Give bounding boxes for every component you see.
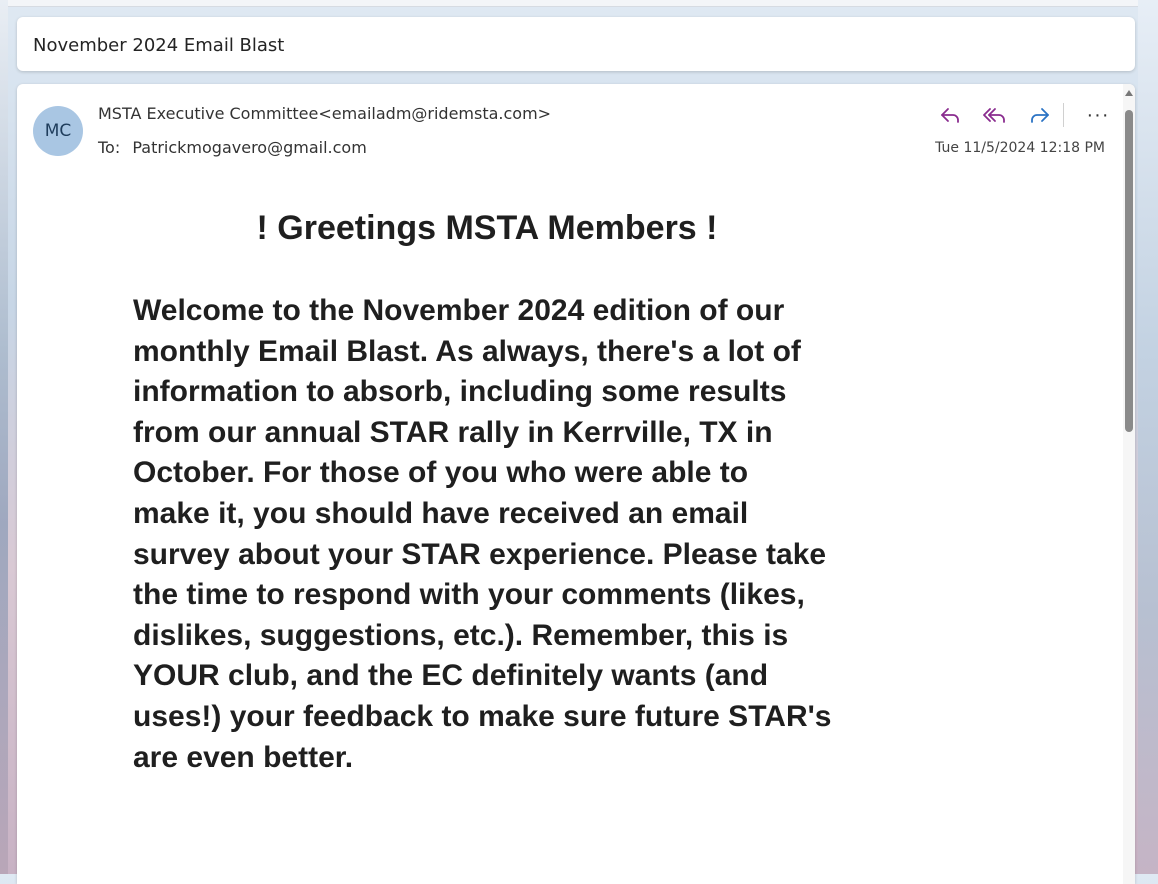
sender-avatar[interactable]: MC <box>33 106 83 156</box>
forward-icon <box>1029 106 1051 124</box>
message-actions <box>920 100 1113 130</box>
desktop-background-right <box>1138 0 1158 874</box>
reply-button[interactable] <box>935 100 965 130</box>
reply-all-button[interactable] <box>980 100 1010 130</box>
scrollbar-thumb[interactable] <box>1125 110 1133 432</box>
forward-button[interactable] <box>1025 100 1055 130</box>
message-reading-pane <box>17 84 1135 884</box>
reply-icon <box>939 106 961 124</box>
scroll-up-arrow-icon[interactable] <box>1125 90 1133 96</box>
vertical-scrollbar[interactable] <box>1123 84 1135 884</box>
recipient-address[interactable]: Patrickmogavero@gmail.com <box>132 138 367 157</box>
window-top-strip <box>0 0 1158 7</box>
to-label: To: <box>98 138 121 157</box>
email-subject: November 2024 Email Blast <box>33 35 285 56</box>
recipient-line <box>98 138 367 157</box>
subject-header <box>17 17 1135 71</box>
desktop-background-left <box>0 0 8 874</box>
sender-name[interactable]: MSTA Executive Committee<emailadm@ridemsta.com> <box>98 104 552 123</box>
email-body-paragraph: Welcome to the November 2024 edition of our monthly Email Blast. As always, there's a lot of information to absorb, including some results from our annual STAR rally in Kerrville, TX in October. For those of you who were able to make it, you should have received an email survey about your STAR experience. Please take the time to respond with your comments (likes, dislikes, suggestions, etc.). Remember, this is YOUR club, and the EC definitely wants (and uses!) your feedback to make sure future STAR's are even better. <box>133 294 832 774</box>
received-date: Tue 11/5/2024 12:18 PM <box>935 140 1105 156</box>
more-options-button[interactable] <box>1083 100 1113 130</box>
email-greeting: ! Greetings MSTA Members ! <box>256 209 718 247</box>
reply-all-icon <box>983 106 1007 124</box>
more-options-icon: ··· <box>1086 104 1110 126</box>
actions-separator <box>1063 103 1064 127</box>
